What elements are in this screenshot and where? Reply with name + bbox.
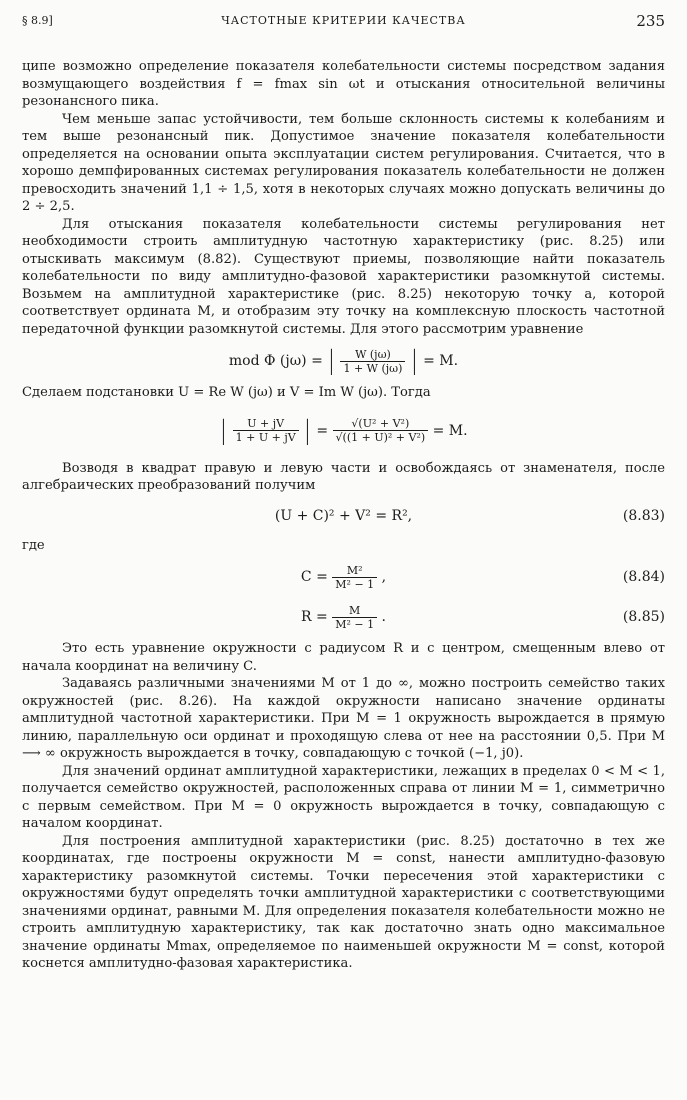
eq2-denominator-2: √((1 + U)² + V²)	[335, 431, 426, 444]
paragraph-5: Это есть уравнение окружности с радиусом R и с центром, смещенным влево от начала координат на величину C.	[22, 641, 665, 674]
eq85-denominator: M² − 1	[335, 617, 375, 631]
paragraph-3: Для отыскания показателя колебательности системы регулирования нет необходимости строить амплитудную частотную характеристику (рис. 8.25) или отыскивать максимум (8.82). Существуют приемы, позволяющие найти показатель колебательности по виду амплитудно-фазовой характеристики разомкнутой системы. Возьмем на амплитудной характеристике (рис. 8.25) некоторую точку a, которой соответствует ордината M, и отобразим эту точку на комплексную плоскость частотной передаточной функции разомкнутой системы. Для этого рассмотрим уравнение	[22, 216, 665, 337]
eq2-numerator-1: U + jV	[233, 417, 299, 431]
eq85-label: (8.85)	[622, 609, 665, 625]
paragraph-where: где	[22, 537, 45, 553]
equation-8-83	[22, 501, 665, 531]
page-body	[22, 58, 665, 973]
running-title: ЧАСТОТНЫЕ КРИТЕРИИ КАЧЕСТВА	[221, 14, 466, 27]
eq84-fraction	[332, 564, 377, 591]
eq2-fraction-1	[233, 417, 299, 444]
paragraph-4: Возводя в квадрат правую и левую части и освобождаясь от знаменателя, после алгебраических преобразований получим	[22, 460, 665, 493]
eq2-denominator-1: 1 + U + jV	[235, 431, 296, 444]
eq84-left: C =	[300, 569, 328, 585]
eq1-right: = M.	[423, 353, 459, 369]
paragraph-1: ципе возможно определение показателя колебательности системы посредством задания возмущающего воздействия f = fmax sin ωt и отыскания относительной величины резонансного пика.	[22, 59, 665, 109]
paragraph-substitution: Сделаем подстановки U = Re W (jω) и V = Im W (jω). Тогда	[22, 385, 431, 400]
equation-8-85	[22, 600, 665, 634]
eq85-right: .	[381, 609, 386, 625]
eq83-label: (8.83)	[622, 507, 665, 524]
eq1-left: mod Φ (jω) =	[228, 353, 323, 369]
eq85-fraction	[332, 604, 377, 631]
equation-8-84	[22, 560, 665, 594]
eq85-numerator: M	[332, 604, 377, 618]
equation-magnitude: | $\frac{U + jV}{1 + U + jV}$ | = $\frac{\text{√(U² + V²)}}{\text{√((1 + U)² + V²)}}$ = M.	[221, 415, 468, 446]
equation-mod-phi: mod Φ (jω) = | $\frac{W (j\omega)}{1 + W (j\omega)}$ | = M.	[228, 346, 459, 376]
page-number: 235	[636, 12, 665, 30]
eq2-right: = M.	[432, 422, 468, 439]
section-number: § 8.9]	[22, 14, 53, 27]
eq1-denominator: 1 + W (jω)	[343, 361, 403, 375]
eq2-equals: =	[316, 422, 329, 439]
paragraph-7: Для значений ординат амплитудной характеристики, лежащих в пределах 0 < M < 1, получается семейство окружностей, расположенных справа от линии M = 1, симметрично с первым семейством. При M = 0 окружность вырождается в точку, совпадающую с началом координат.	[22, 763, 665, 831]
paragraph-2: Чем меньше запас устойчивости, тем больше склонность системы к колебаниям и тем выше резонансный пик. Допустимое значение показателя колебательности определяется на основании опыта эксплуатации систем регулирования. Считается, что в хорошо демпфированных системах регулирования показатель колебательности не должен превосходить значений 1,1 ÷ 1,5, хотя в некоторых случаях можно допускать величины до 2 ÷ 2,5.	[22, 111, 665, 214]
eq2-fraction-2	[333, 417, 429, 444]
paragraph-8: Для построения амплитудной характеристики (рис. 8.25) достаточно в тех же координатах, где построены окружности M = const, нанести амплитудно-фазовую характеристику разомкнутой системы. Точки пересечения этой характеристики с окружностями будут определять точки амплитудной характеристики с соответствующими значениями ординат, равными M. Для определения показателя колебательности можно не строить амплитудную характеристику, так как достаточно знать одно максимальное значение ординаты Mmax, определяемое по наименьшей окружности M = const, которой коснется амплитудно-фазовая характеристика.	[22, 833, 665, 971]
eq84-label: (8.84)	[622, 569, 665, 585]
eq1-fraction	[340, 348, 405, 375]
eq85-left: R =	[301, 609, 328, 625]
eq1-numerator: W (jω)	[340, 348, 405, 362]
eq84-denominator: M² − 1	[335, 577, 375, 591]
eq84-numerator: M²	[332, 564, 377, 578]
eq83-body: (U + C)² + V² = R²,	[274, 507, 413, 524]
eq84-right: ,	[381, 569, 387, 585]
running-header	[22, 12, 665, 34]
paragraph-6: Задаваясь различными значениями M от 1 до ∞, можно построить семейство таких окружностей (рис. 8.26). На каждой окружности написано значение ординаты амплитудной частотной характеристики. При M = 1 окружность вырождается в прямую линию, параллельную оси ординат и проходящую слева от нее на расстоянии 0,5. При M ⟶ ∞ окружность вырождается в точку, совпадающую с точкой (−1, j0).	[22, 676, 665, 761]
eq2-numerator-2: √(U² + V²)	[333, 417, 429, 431]
